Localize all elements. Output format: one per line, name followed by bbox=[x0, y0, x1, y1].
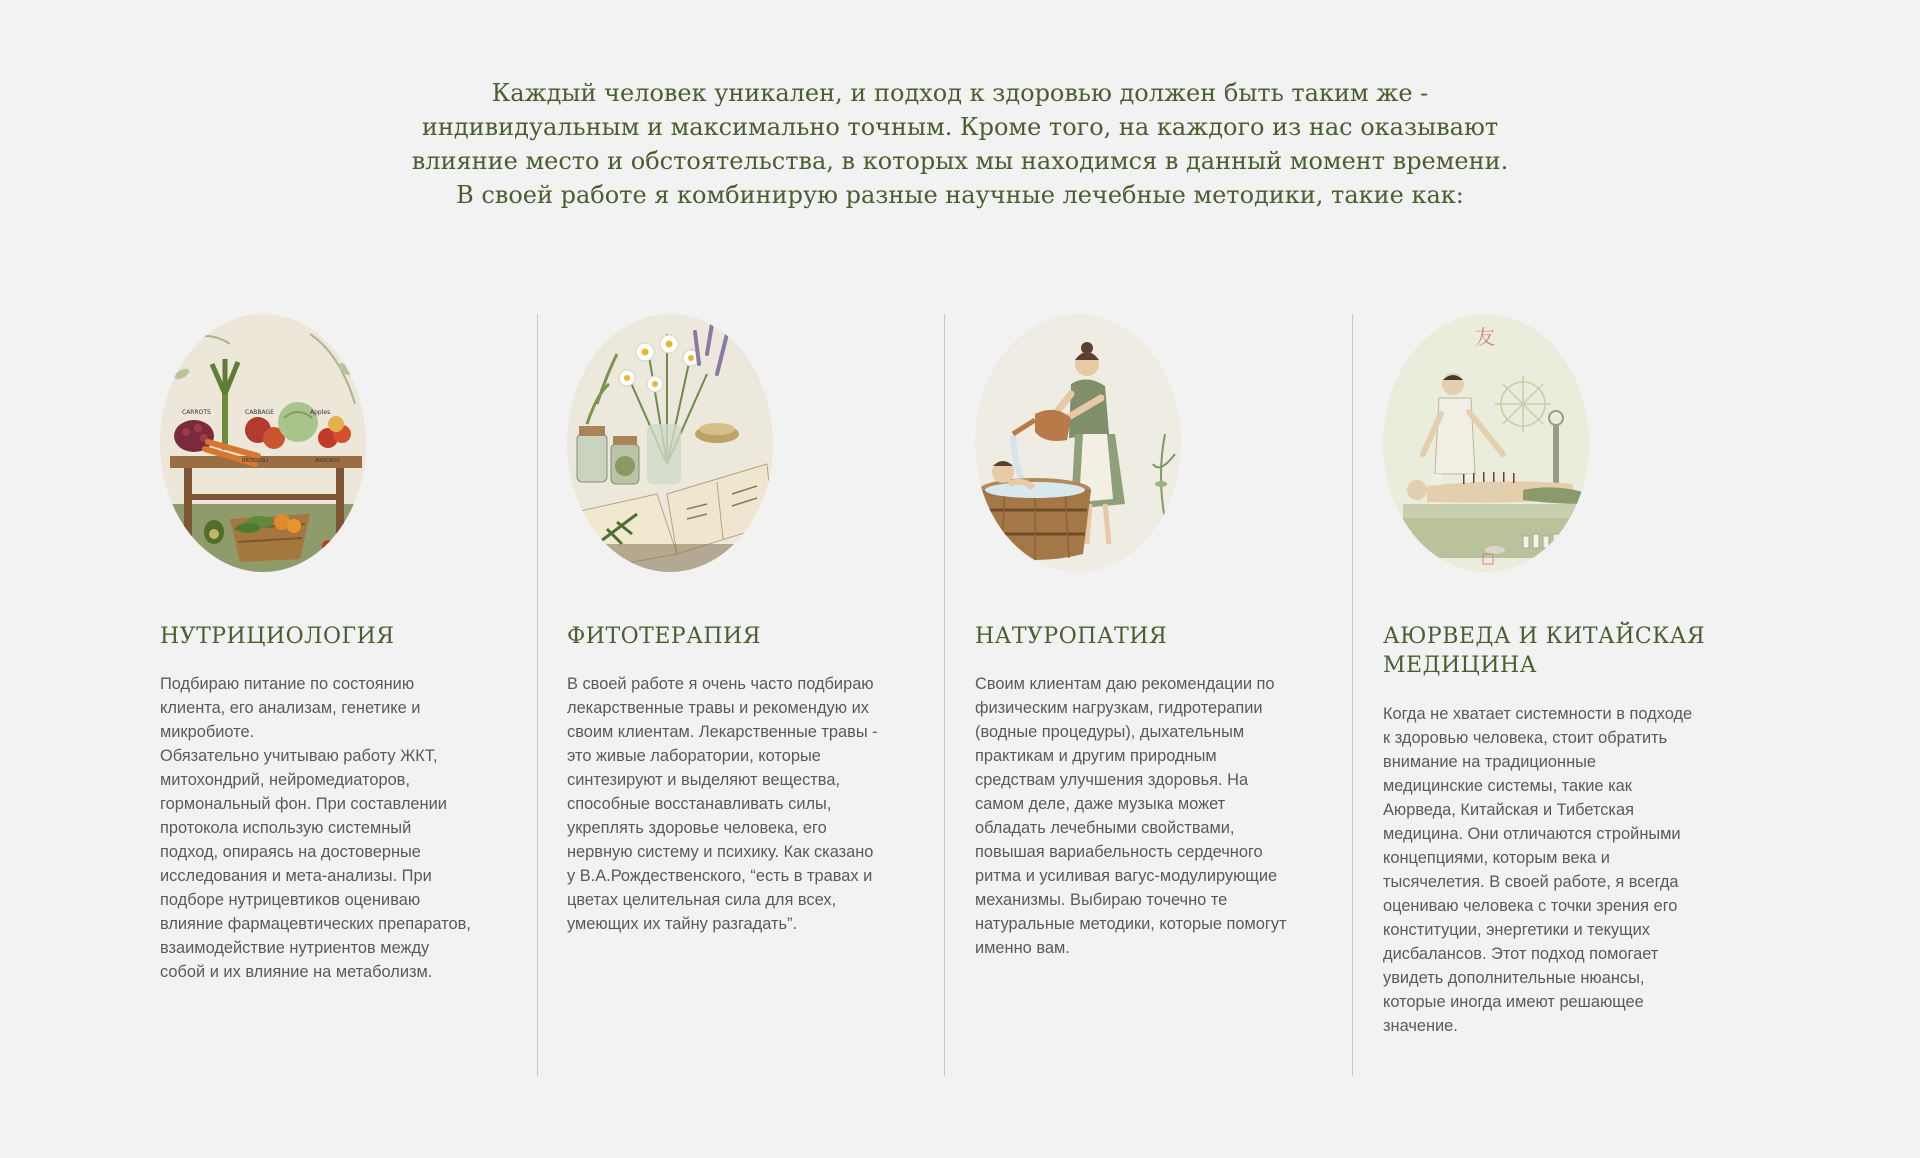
intro-line: индивидуальным и максимально точным. Кроме того, на каждого из нас оказывают bbox=[421, 113, 1499, 141]
method-description: В своей работе я очень часто подбираю лекарственные травы и рекомендую их своим клиентам. Лекарственные травы - это живые лаборатории, которые синтезируют и выделяют вещества, способные восстанавливать силы, укреплять здоровье человека, его нервную систему и психику. Как сказано у В.А.Рождественского, “есть в травах и цветах целительная сила для всех, умеющих их тайну разгадать”. bbox=[567, 675, 878, 933]
intro-paragraph bbox=[410, 76, 1510, 212]
method-card-nutrition bbox=[160, 314, 510, 981]
method-title: ФИТОТЕРАПИЯ bbox=[567, 624, 761, 649]
chinese-glyph: 友 bbox=[1475, 325, 1495, 349]
label-cabbage: CABBAGE bbox=[245, 409, 274, 416]
label-carrots: CARROTS bbox=[182, 409, 211, 416]
intro-line: Каждый человек уникален, и подход к здоровью должен быть таким же - bbox=[491, 79, 1429, 107]
method-title: НАТУРОПАТИЯ bbox=[975, 624, 1168, 649]
nutrition-illustration bbox=[160, 314, 366, 572]
intro-line: В своей работе я комбинирую разные научные лечебные методики, такие как: bbox=[456, 181, 1464, 209]
phytotherapy-illustration bbox=[567, 314, 773, 572]
method-title: НУТРИЦИОЛОГИЯ bbox=[160, 624, 395, 649]
method-card-ayurveda bbox=[1383, 314, 1733, 1035]
column-divider bbox=[944, 314, 945, 1076]
column-divider bbox=[1352, 314, 1353, 1076]
naturopathy-illustration bbox=[975, 314, 1181, 572]
intro-line: влияние место и обстоятельства, в которых мы находимся в данный момент времени. bbox=[411, 147, 1509, 175]
column-divider bbox=[537, 314, 538, 1076]
method-description: Когда не хватает системности в подходе к здоровью человека, стоит обратить внимание на традиционные медицинские системы, такие как Аюрведа, Китайская и Тибетская медицина. Они отличаются стройными концепциями, которым века и тысячелетия. В своей работе, я всегда оцениваю человека с точки зрения его конституции, энергетики и текущих дисбалансов. Этот подход помогает увидеть дополнительные нюансы, которые иногда имеют решающее значение. bbox=[1383, 705, 1693, 1035]
ayurveda-illustration bbox=[1383, 314, 1589, 572]
method-description: Подбираю питание по состоянию клиента, его анализам, генетике и микробиоте. Обязательно учитываю работу ЖКТ, митохондрий, нейромедиаторов, гормональный фон. При составлении протокола использую системный подход, опираясь на достоверные исследования и мета-анализы. При подборе нутрицевтиков оцениваю влияние фармацевтических препаратов, взаимодействие нутриентов между собой и их влияние на метаболизм. bbox=[160, 675, 471, 981]
method-title: АЮРВЕДА И КИТАЙСКАЯ МЕДИЦИНА bbox=[1383, 624, 1706, 678]
methods-section bbox=[0, 314, 1920, 1076]
label-avocado: AVOCADO bbox=[315, 458, 341, 464]
label-apples: Apples bbox=[310, 409, 331, 416]
method-description: Своим клиентам даю рекомендации по физическим нагрузкам, гидротерапии (водные процедуры), дыхательным практикам и другим природным средствам улучшения здоровья. На самом деле, даже музыка может обладать лечебными свойствами, повышая вариабельность сердечного ритма и усиливая вагус-модулирующие механизмы. Выбираю точечно те натуральные методики, которые помогут именно вам. bbox=[975, 675, 1287, 957]
method-card-naturopathy bbox=[975, 314, 1325, 957]
label-broccoli: BROCCOLI bbox=[242, 458, 269, 464]
method-card-phytotherapy bbox=[567, 314, 917, 933]
